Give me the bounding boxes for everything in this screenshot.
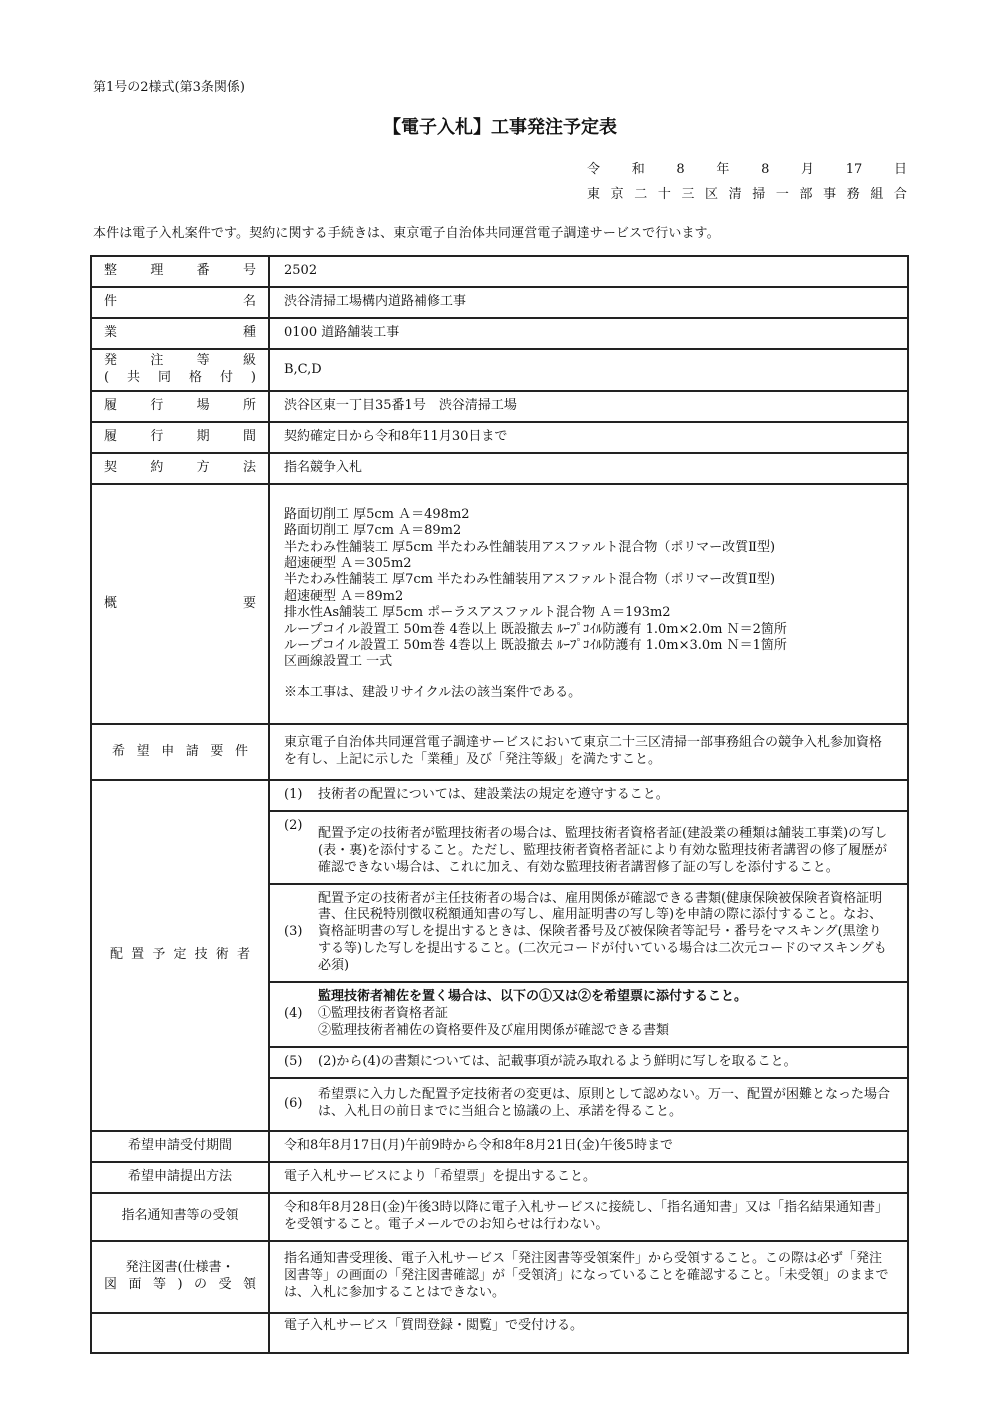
label-char: 請 — [185, 743, 199, 759]
row-label-hatchu — [91, 349, 269, 391]
summary-line: 区画線設置工 一式 — [284, 654, 393, 670]
engineer-requirements — [269, 780, 908, 1131]
table-row — [91, 318, 908, 349]
row-label-basho — [91, 391, 269, 422]
date-char: 8 — [676, 162, 685, 177]
label-char: 予 — [152, 946, 166, 962]
item-text: 希望票に入力した配置予定技術者の変更は、原則として認めない。万一、配置が困難となった場合は、入札日の前日までに当組合と協議の上、承諾を得ること。 — [318, 1087, 891, 1120]
work-period: 契約確定日から令和8年11月30日まで — [269, 422, 908, 453]
label-char: ) — [250, 370, 256, 385]
row-label-kibo — [91, 724, 269, 780]
list-item — [270, 884, 907, 982]
contract-method: 指名競争入札 — [269, 453, 908, 484]
label-char: 等 — [152, 1276, 166, 1292]
label-char: 望 — [136, 743, 150, 759]
application-period: 令和8年8月17日(月)午前9時から令和8年8月21日(金)午後5時まで — [269, 1131, 908, 1162]
org-char: 区 — [705, 187, 719, 202]
order-grade: B,C,D — [269, 349, 908, 391]
project-name: 渋谷清掃工場構内道路補修工事 — [269, 287, 908, 318]
row-label-haichi — [91, 780, 269, 1131]
table-row — [91, 780, 908, 1131]
work-location: 渋谷区東一丁目35番1号 渋谷清掃工場 — [269, 391, 908, 422]
org-char: 部 — [799, 187, 813, 202]
label-char: 要 — [210, 743, 224, 759]
date-char: 17 — [845, 162, 863, 177]
item-number: (4) — [270, 982, 312, 1047]
label-line: 発注図書(仕様書・ — [125, 1259, 235, 1275]
table-row — [91, 724, 908, 780]
org-char: 掃 — [752, 187, 766, 202]
business-type: 0100 道路舗装工事 — [269, 318, 908, 349]
label-char: 定 — [173, 946, 187, 962]
org-char: 務 — [846, 187, 860, 202]
date-char: 和 — [631, 162, 645, 177]
label-char: ( — [104, 370, 110, 385]
label-char: 件 — [234, 743, 248, 759]
table-row — [91, 1313, 908, 1353]
label-char: 者 — [236, 946, 250, 962]
table-row — [91, 391, 908, 422]
work-summary — [269, 484, 908, 724]
label-char: 間 — [242, 429, 256, 445]
label-char: 方 — [196, 460, 210, 476]
item-number: (3) — [270, 884, 312, 982]
issuing-organization — [587, 187, 907, 204]
row-label-kikan — [91, 422, 269, 453]
org-char: 一 — [775, 187, 789, 202]
application-requirements: 東京電子自治体共同運営電子調達サービスにおいて東京二十三区清掃一部事務組合の競争入札参加資格を有し、上記に示した「業種」及び「発注等級」を満たすこと。 — [269, 724, 908, 780]
table-row — [91, 256, 908, 287]
notice-receipt: 令和8年8月28日(金)午後3時以降に電子入札サービスに接続し、「指名通知書」又は「指名結果通知書」を受領すること。電子メールでのお知らせは行わない。 — [269, 1193, 908, 1241]
item-subline: ②監理技術者補佐の資格要件及び雇用関係が確認できる書類 — [318, 1022, 670, 1038]
table-row — [91, 453, 908, 484]
label-char: 希 — [112, 743, 126, 759]
table-row — [91, 1162, 908, 1193]
label-char: 同 — [158, 370, 172, 385]
item-number: (1) — [270, 781, 312, 811]
row-label-shitsumon — [91, 1313, 269, 1353]
label-char: 級 — [242, 353, 256, 369]
org-char: 事 — [823, 187, 837, 202]
row-label-gyoshu — [91, 318, 269, 349]
label-char: 整 — [104, 263, 118, 279]
table-row — [91, 1193, 908, 1241]
list-item — [270, 781, 907, 811]
label-char: 付 — [219, 370, 233, 385]
item-text: 配置予定の技術者が監理技術者の場合は、監理技術者資格者証(建設業の種類は舗装工事業)の写し(表・裏)を添付すること。ただし、監理技術者資格者証により有効な監理技術者講習の修了履歴が確認できない場合は、これに加え、有効な監理技術者講習修了証の写しを添付すること。 — [312, 811, 907, 884]
label-char: 履 — [104, 398, 118, 414]
org-char: 二 — [634, 187, 648, 202]
table-row — [91, 1131, 908, 1162]
label-char: 名 — [242, 294, 256, 310]
org-char: 十 — [657, 187, 671, 202]
label-char: 置 — [131, 946, 145, 962]
summary-line: 路面切削工 厚5cm Ａ＝498m2 — [284, 506, 470, 522]
date-char: 8 — [761, 162, 770, 177]
row-label-tsuchi: 指名通知書等の受領 — [91, 1193, 269, 1241]
label-char: の — [194, 1276, 208, 1292]
item-heading: 監理技術者補佐を置く場合は、以下の①又は②を希望票に添付すること。 — [318, 989, 748, 1005]
item-number: (5) — [270, 1047, 312, 1078]
item-text: 技術者の配置については、建設業法の規定を遵守すること。 — [312, 781, 907, 811]
row-label-uketsuke: 希望申請受付期間 — [91, 1131, 269, 1162]
label-char: 概 — [104, 595, 118, 611]
item-text: 配置予定の技術者が主任技術者の場合は、雇用関係が確認できる書類(健康保険被保険者資格証明書、住民税特別徴収税額通知書の写し、雇用証明書の写し等)を申請の際に添付すること。なお、資格証明書の写しを提出するときは、保険者番号及び被保険者等記号・番号をマスキング(黒塗りする等)した写しを提出すること。(二次元コードが付いている場合は二次元コードのマスキングも必須) — [312, 884, 907, 982]
label-char: 要 — [242, 595, 256, 611]
org-char: 清 — [728, 187, 742, 202]
org-char: 三 — [681, 187, 695, 202]
label-char: 種 — [242, 325, 256, 341]
row-label-zusho — [91, 1241, 269, 1313]
documents-receipt: 指名通知書受理後、電子入札サービス「発注図書等受領案件」から受領すること。この際は必ず「発注図書等」の画面の「発注図書確認」が「受領済」になっていることを確認すること。「未受領」のままでは、入札に参加することはできない。 — [269, 1241, 908, 1313]
row-label-teishutsu: 希望申請提出方法 — [91, 1162, 269, 1193]
label-char: 法 — [242, 460, 256, 476]
row-label-hoho — [91, 453, 269, 484]
list-item — [270, 982, 907, 1047]
date-char: 日 — [893, 162, 907, 177]
item-text: (2)から(4)の書類については、記載事項が読み取れるよう鮮明に写しを取ること。 — [312, 1047, 907, 1078]
item-subline: ①監理技術者資格者証 — [318, 1005, 449, 1021]
label-char: 場 — [196, 398, 210, 414]
summary-line: 超速硬型 Ａ＝89m2 — [284, 588, 404, 604]
question-submission: 電子入札サービス「質問登録・閲覧」で受付ける。 — [269, 1313, 908, 1353]
list-item — [270, 811, 907, 884]
org-char: 組 — [870, 187, 884, 202]
label-char: 領 — [242, 1276, 256, 1292]
org-char: 京 — [610, 187, 624, 202]
label-char: 等 — [196, 353, 210, 369]
row-label-gaiyo — [91, 484, 269, 724]
label-char: 号 — [242, 263, 256, 279]
date-char: 年 — [716, 162, 730, 177]
label-char: 配 — [110, 946, 124, 962]
order-schedule-table — [90, 255, 909, 1354]
intro-text: 本件は電子入札案件です。契約に関する手続きは、東京電子自治体共同運営電子調達サービスで行います。 — [93, 226, 720, 241]
label-char: 行 — [150, 429, 164, 445]
label-char: ) — [177, 1276, 183, 1292]
reference-number: 2502 — [269, 256, 908, 287]
item-number: (6) — [284, 1095, 303, 1111]
engineer-items — [270, 781, 907, 1130]
summary-line: ループコイル設置工 50m巻 4巻以上 既設撤去 ﾙｰﾌﾟｺｲﾙ防護有 1.0m×2.0m Ｎ＝2箇所 — [284, 621, 787, 637]
summary-line: 排水性As舗装工 厚5cm ポーラスアスファルト混合物 Ａ＝193m2 — [284, 605, 671, 621]
org-char: 合 — [893, 187, 907, 202]
label-char: 発 — [104, 353, 118, 369]
recycling-note: ※本工事は、建設リサイクル法の該当案件である。 — [284, 684, 582, 700]
summary-line: ループコイル設置工 50m巻 4巻以上 既設撤去 ﾙｰﾌﾟｺｲﾙ防護有 1.0m×3.0m Ｎ＝1箇所 — [284, 637, 787, 653]
item-text — [312, 982, 907, 1047]
summary-line: 路面切削工 厚7cm Ａ＝89m2 — [284, 523, 462, 539]
label-char: 業 — [104, 325, 118, 341]
summary-line: 超速硬型 Ａ＝305m2 — [284, 556, 412, 572]
label-char: 期 — [196, 429, 210, 445]
submission-method: 電子入札サービスにより「希望票」を提出すること。 — [269, 1162, 908, 1193]
label-char: 契 — [104, 460, 118, 476]
label-char: 所 — [242, 398, 256, 414]
row-label-kenmei — [91, 287, 269, 318]
date-char: 月 — [801, 162, 815, 177]
label-char: 格 — [188, 370, 202, 385]
label-char: 番 — [196, 263, 210, 279]
table-row — [91, 1241, 908, 1313]
label-char: 申 — [161, 743, 175, 759]
table-row — [91, 484, 908, 724]
label-char: 共 — [127, 370, 141, 385]
label-char: 図 — [104, 1276, 118, 1292]
issue-date — [587, 162, 907, 179]
org-char: 東 — [587, 187, 601, 202]
label-char: 面 — [128, 1276, 142, 1292]
table-row — [91, 349, 908, 391]
list-item — [270, 1047, 907, 1078]
label-char: 理 — [150, 263, 164, 279]
row-label-seiri — [91, 256, 269, 287]
label-char: 履 — [104, 429, 118, 445]
item-number: (2) — [270, 811, 312, 884]
date-char: 令 — [587, 162, 601, 177]
list-item — [270, 1078, 907, 1130]
summary-line: 半たわみ性舗装工 厚7cm 半たわみ性舗装用アスファルト混合物（ポリマー改質Ⅱ型) — [284, 572, 776, 588]
label-char: 術 — [215, 946, 229, 962]
label-char: 受 — [218, 1276, 232, 1292]
form-number: 第1号の2様式(第3条関係) — [93, 80, 245, 95]
table-row — [91, 287, 908, 318]
label-char: 件 — [104, 294, 118, 310]
label-char: 約 — [150, 460, 164, 476]
label-char: 技 — [194, 946, 208, 962]
summary-line: 半たわみ性舗装工 厚5cm 半たわみ性舗装用アスファルト混合物（ポリマー改質Ⅱ型) — [284, 539, 776, 555]
label-char: 行 — [150, 398, 164, 414]
table-row — [91, 422, 908, 453]
document-title: 【電子入札】工事発注予定表 — [383, 117, 617, 138]
label-char: 注 — [150, 353, 164, 369]
